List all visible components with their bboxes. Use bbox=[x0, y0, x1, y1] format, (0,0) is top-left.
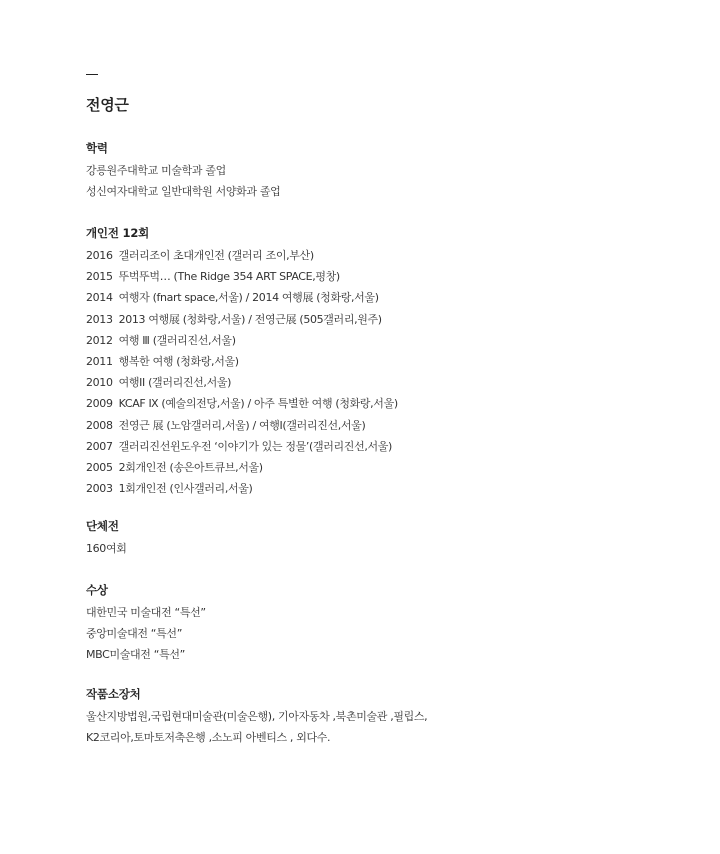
exhibition-text: 2회개인전 (송은아트큐브,서울) bbox=[118, 460, 263, 474]
awards-section bbox=[86, 582, 686, 666]
education-section bbox=[86, 140, 686, 202]
education-item: 강릉원주대학교 미술학과 졸업 bbox=[86, 164, 226, 177]
exhibition-text: 2013 여행展 (청화랑,서울) / 전영근展 (505갤러리,원주) bbox=[118, 312, 382, 326]
collection-item: K2코리아,토마토저축은행 ,소노피 아벤티스 , 외다수. bbox=[86, 731, 331, 745]
collections-heading: 작품소장처 bbox=[86, 687, 141, 701]
solo-exhibition-item bbox=[86, 478, 686, 499]
exhibition-year: 2010 bbox=[86, 376, 113, 390]
solo-exhibition-item bbox=[86, 436, 686, 457]
solo-exhibition-item bbox=[86, 457, 686, 478]
exhibition-year: 2016 bbox=[86, 249, 113, 262]
award-item: MBC미술대전 “특선” bbox=[86, 648, 185, 662]
exhibition-year: 2013 bbox=[86, 312, 113, 326]
exhibition-text: 1회개인전 (인사갤러리,서울) bbox=[118, 482, 253, 496]
group-exhibition-item: 160여회 bbox=[86, 542, 127, 555]
exhibition-year: 2015 bbox=[86, 270, 113, 284]
solo-exhibition-item bbox=[86, 330, 686, 351]
exhibition-text: 뚜벅뚜벅… (The Ridge 354 ART SPACE,평창) bbox=[118, 270, 340, 284]
exhibition-text: 전영근 展 (노암갤러리,서울) / 여행Ⅰ(갤러리진선,서울) bbox=[118, 418, 366, 432]
solo-exhibition-item bbox=[86, 415, 686, 436]
exhibition-year: 2005 bbox=[86, 460, 113, 474]
exhibition-text: 여행ⅠⅠ (갤러리진선,서울) bbox=[118, 376, 232, 390]
exhibition-text: KCAF Ⅸ (예술의전당,서울) / 아주 특별한 여행 (청화랑,서울) bbox=[118, 397, 398, 411]
collections-section bbox=[86, 686, 686, 748]
exhibition-year: 2003 bbox=[86, 482, 113, 496]
exhibition-year: 2014 bbox=[86, 291, 113, 305]
collection-item: 울산지방법원,국립현대미술관(미술은행), 기아자동차 ,북촌미술관 ,필립스, bbox=[86, 710, 428, 723]
award-item: 중앙미술대전 “특선” bbox=[86, 627, 183, 641]
award-item: 대한민국 미술대전 “특선” bbox=[86, 606, 206, 619]
exhibition-text: 여행자 (fnart space,서울) / 2014 여행展 (청화랑,서울) bbox=[118, 291, 379, 305]
solo-exhibition-item bbox=[86, 351, 686, 372]
solo-exhibition-item bbox=[86, 393, 686, 414]
education-heading: 학력 bbox=[86, 141, 108, 155]
education-item: 성신여자대학교 일반대학원 서양화과 졸업 bbox=[86, 185, 281, 199]
exhibition-year: 2012 bbox=[86, 333, 113, 347]
solo-exhibition-item bbox=[86, 287, 686, 308]
artist-name: 전영근 bbox=[86, 96, 129, 114]
awards-heading: 수상 bbox=[86, 583, 108, 597]
group-exhibitions-heading: 단체전 bbox=[86, 519, 119, 533]
solo-exhibition-item bbox=[86, 309, 686, 330]
exhibition-year: 2007 bbox=[86, 439, 113, 453]
solo-exhibitions-heading: 개인전 12회 bbox=[86, 226, 150, 240]
exhibition-text: 갤러리진선윈도우전 ‘이야기가 있는 정물’(갤러리진선,서울) bbox=[118, 439, 392, 453]
solo-exhibition-item bbox=[86, 245, 686, 266]
solo-exhibitions-section bbox=[86, 225, 686, 499]
exhibition-year: 2008 bbox=[86, 418, 113, 432]
exhibition-year: 2011 bbox=[86, 354, 113, 368]
title-dash bbox=[86, 74, 98, 75]
exhibition-text: 여행 Ⅲ (갤러리진선,서울) bbox=[118, 333, 236, 347]
group-exhibitions-section bbox=[86, 518, 686, 559]
solo-exhibition-item bbox=[86, 372, 686, 393]
solo-exhibition-item bbox=[86, 266, 686, 287]
exhibition-text: 행복한 여행 (청화랑,서울) bbox=[118, 354, 239, 368]
exhibition-year: 2009 bbox=[86, 397, 113, 411]
exhibition-text: 갤러리조이 초대개인전 (갤러리 조이,부산) bbox=[118, 249, 314, 262]
